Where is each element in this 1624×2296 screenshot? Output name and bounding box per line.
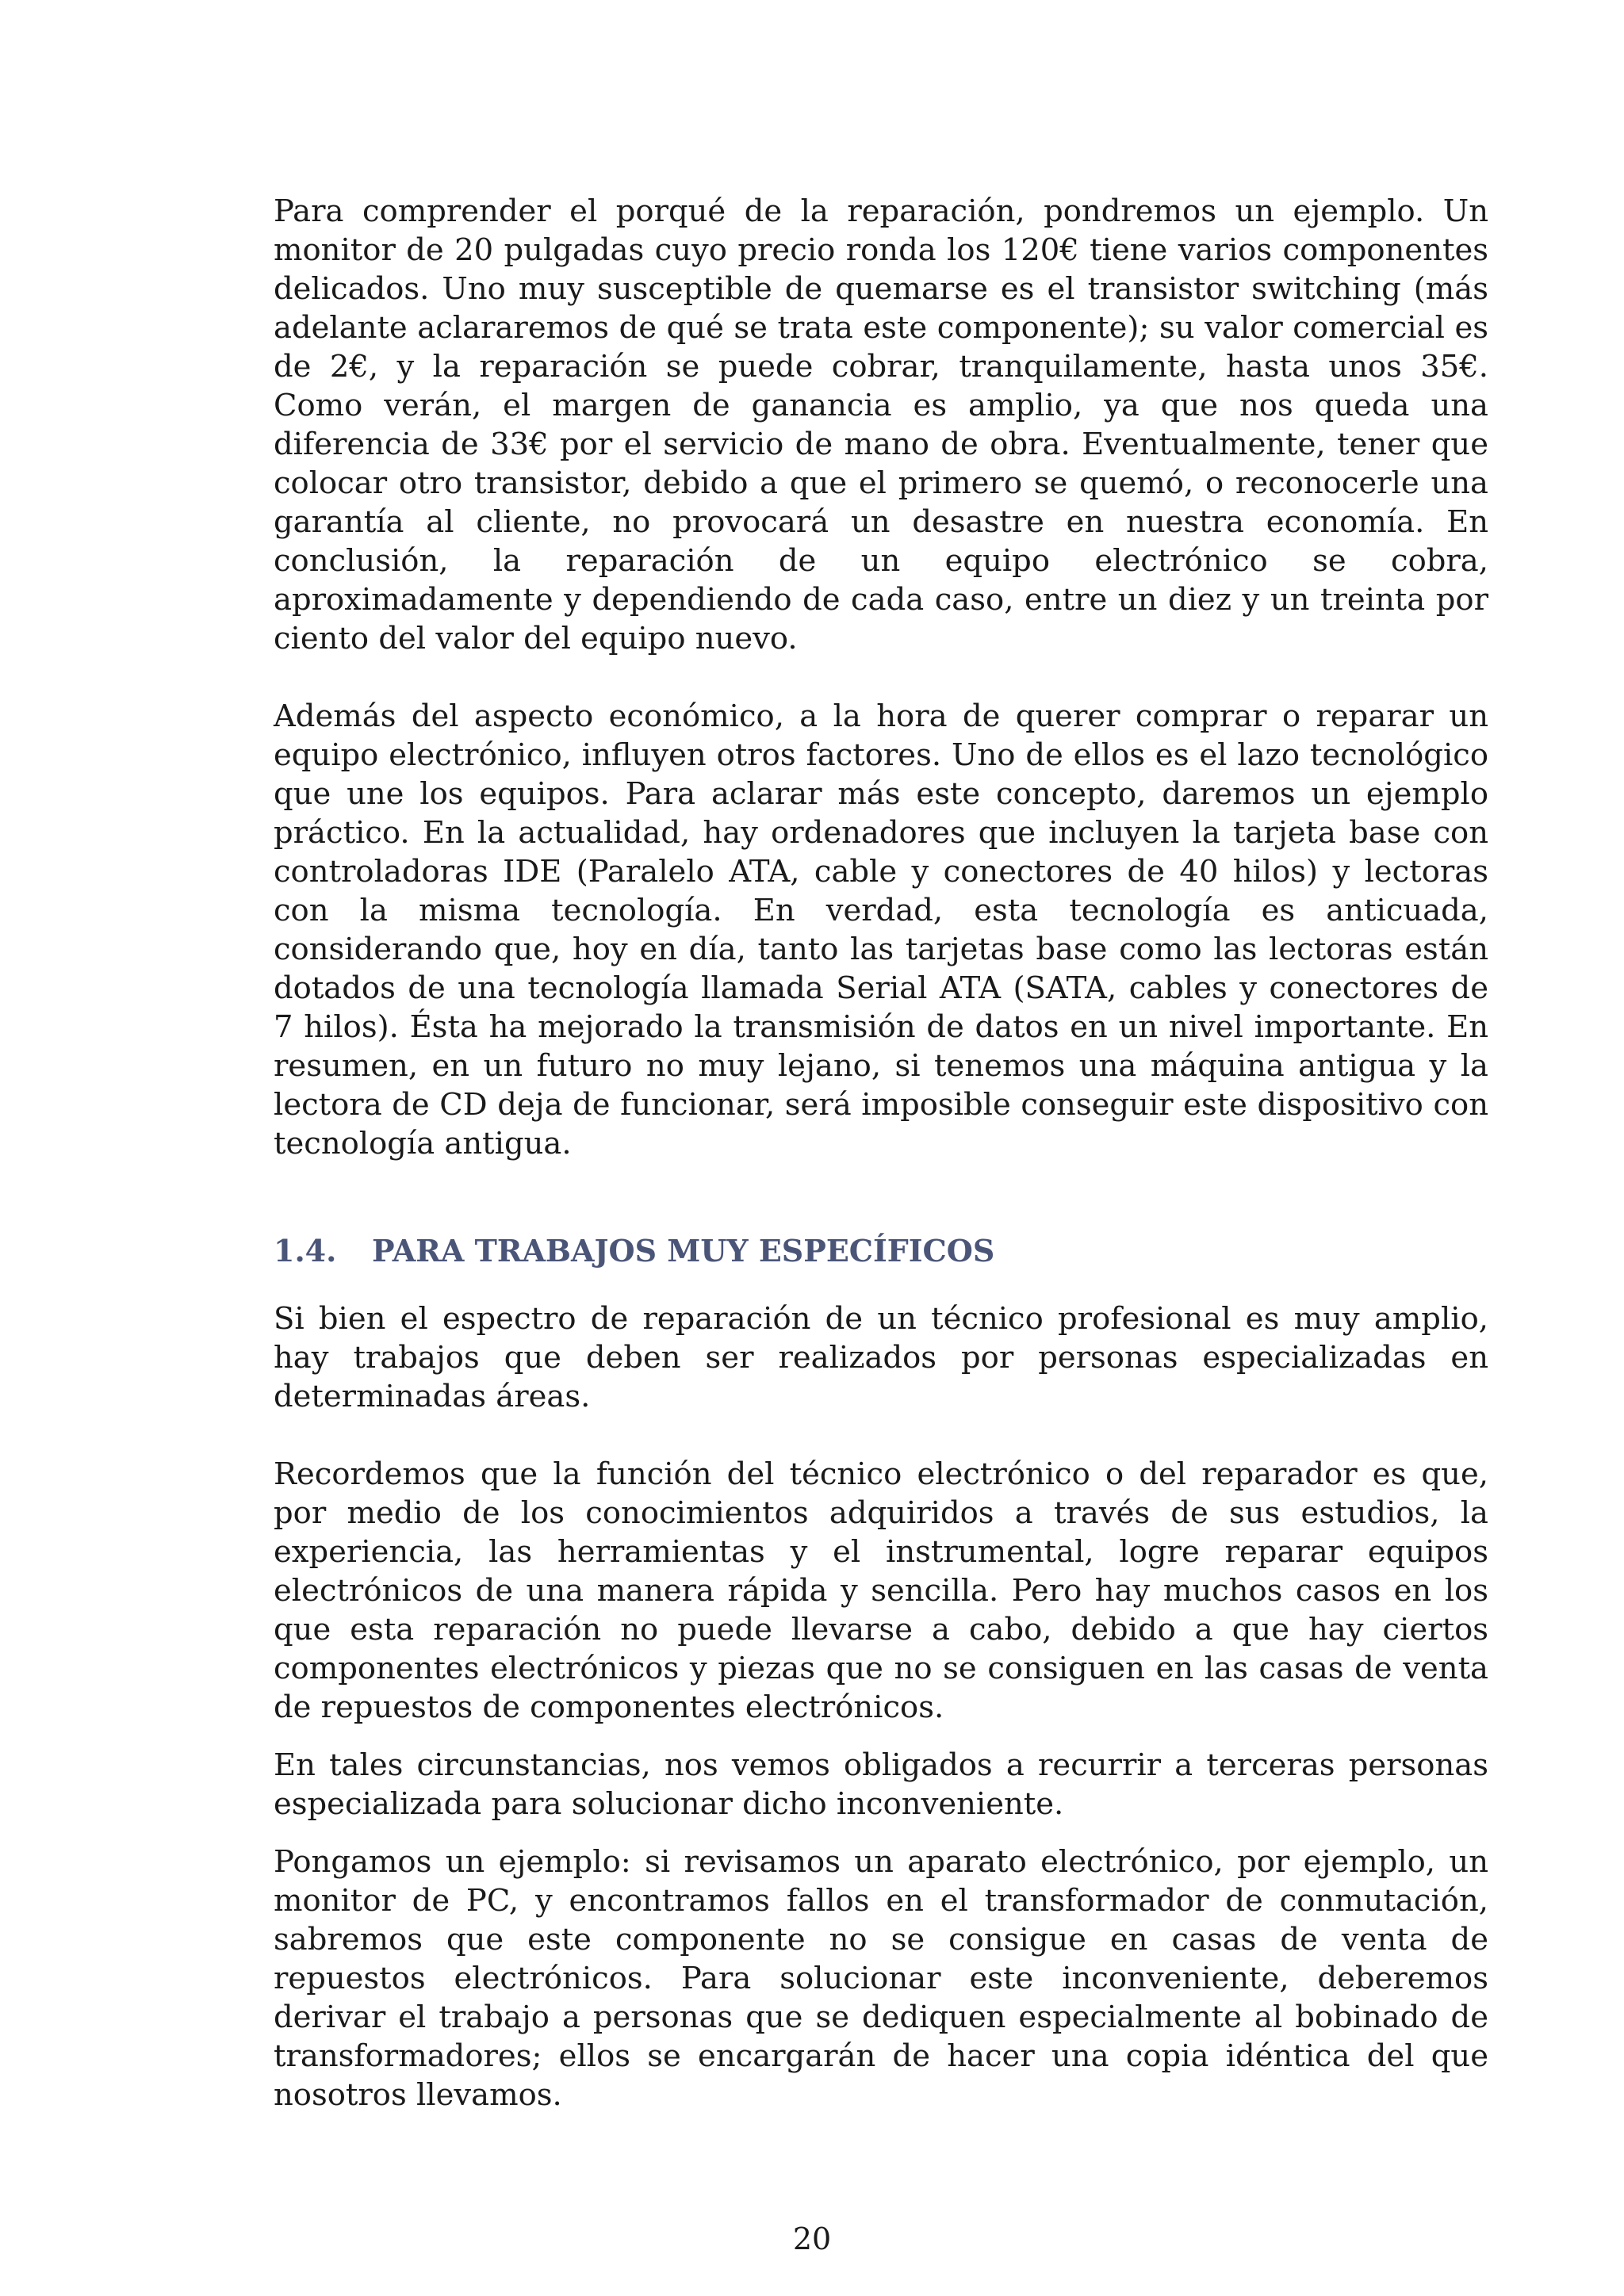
section-heading [274, 1231, 1488, 1270]
page-number: 20 [792, 2221, 832, 2256]
paragraph-transformer-example: Pongamos un ejemplo: si revisamos un aparato electrónico, por ejemplo, un monitor de PC, y encontramos fallos en el transformador de conmutación, sabremos que este componente no se consigue en casas de venta de repuestos electrónicos. Para solucionar este inconveniente, deberemos derivar el trabajo a personas que se dediquen especialmente al bobinado de transformadores; ellos se encargarán de hacer una copia idéntica del que nosotros llevamos. [274, 1844, 1488, 2113]
section-spacer [274, 1163, 1488, 1231]
paragraph-repair-example: Para comprender el porqué de la reparación, pondremos un ejemplo. Un monitor de 20 pulgadas cuyo precio ronda los 120€ tiene varios componentes delicados. Uno muy susceptible de quemarse es el transistor switching (más adelante aclararemos de qué se trata este componente); su valor comercial es de 2€, y la reparación se puede cobrar, tranquilamente, hasta unos 35€. Como verán, el margen de ganancia es amplio, ya que nos queda una diferencia de 33€ por el servicio de mano de obra. Eventualmente, tener que colocar otro transistor, debido a que el primero se quemó, o reconocerle una garantía al cliente, no provocará un desastre en nuestra economía. En conclusión, la reparación de un equipo electrónico se cobra, aproximadamente y dependiendo de cada caso, entre un diez y un treinta por ciento del valor del equipo nuevo. [274, 193, 1488, 656]
heading-spacer [274, 1270, 1488, 1299]
paragraph-technician-role: Recordemos que la función del técnico electrónico o del reparador es que, por medio de los conocimientos adquiridos a través de sus estudios, la experiencia, las herramientas y el instrumental, logre reparar equipos electrónicos de una manera rápida y sencilla. Pero hay muchos casos en los que esta reparación no puede llevarse a cabo, debido a que hay ciertos componentes electrónicos y piezas que no se consiguen en las casas de venta de repuestos de componentes electrónicos. [274, 1456, 1488, 1725]
paragraph-third-parties: En tales circunstancias, nos vemos obligados a recurrir a terceras personas especializada para solucionar dicho inconveniente. [274, 1747, 1488, 1822]
paragraph-specialized-work: Si bien el espectro de reparación de un técnico profesional es muy amplio, hay trabajos que deben ser realizados por personas especializadas en determinadas áreas. [274, 1301, 1488, 1414]
paragraph-spacer [274, 658, 1488, 697]
document-page [274, 192, 1488, 2114]
paragraph-technology-link: Además del aspecto económico, a la hora de querer comprar o reparar un equipo electrónico, influyen otros factores. Uno de ellos es el lazo tecnológico que une los equipos. Para aclarar más este concepto, daremos un ejemplo práctico. En la actualidad, hay ordenadores que incluyen la tarjeta base con controladoras IDE (Paralelo ATA, cable y conectores de 40 hilos) y lectoras con la misma tecnología. En verdad, esta tecnología es anticuada, considerando que, hoy en día, tanto las tarjetas base como las lectoras están dotados de una tecnología llamada Serial ATA (SATA, cables y conectores de 7 hilos). Ésta ha mejorado la transmisión de datos en un nivel importante. En resumen, en un futuro no muy lejano, si tenemos una máquina antigua y la lectora de CD deja de funcionar, será imposible conseguir este dispositivo con tecnología antigua. [274, 698, 1488, 1161]
section-title: PARA TRABAJOS MUY ESPECÍFICOS [372, 1233, 995, 1269]
paragraph-spacer [274, 1727, 1488, 1746]
paragraph-spacer [274, 1416, 1488, 1455]
paragraph-spacer [274, 1823, 1488, 1843]
section-number: 1.4. [274, 1233, 337, 1269]
